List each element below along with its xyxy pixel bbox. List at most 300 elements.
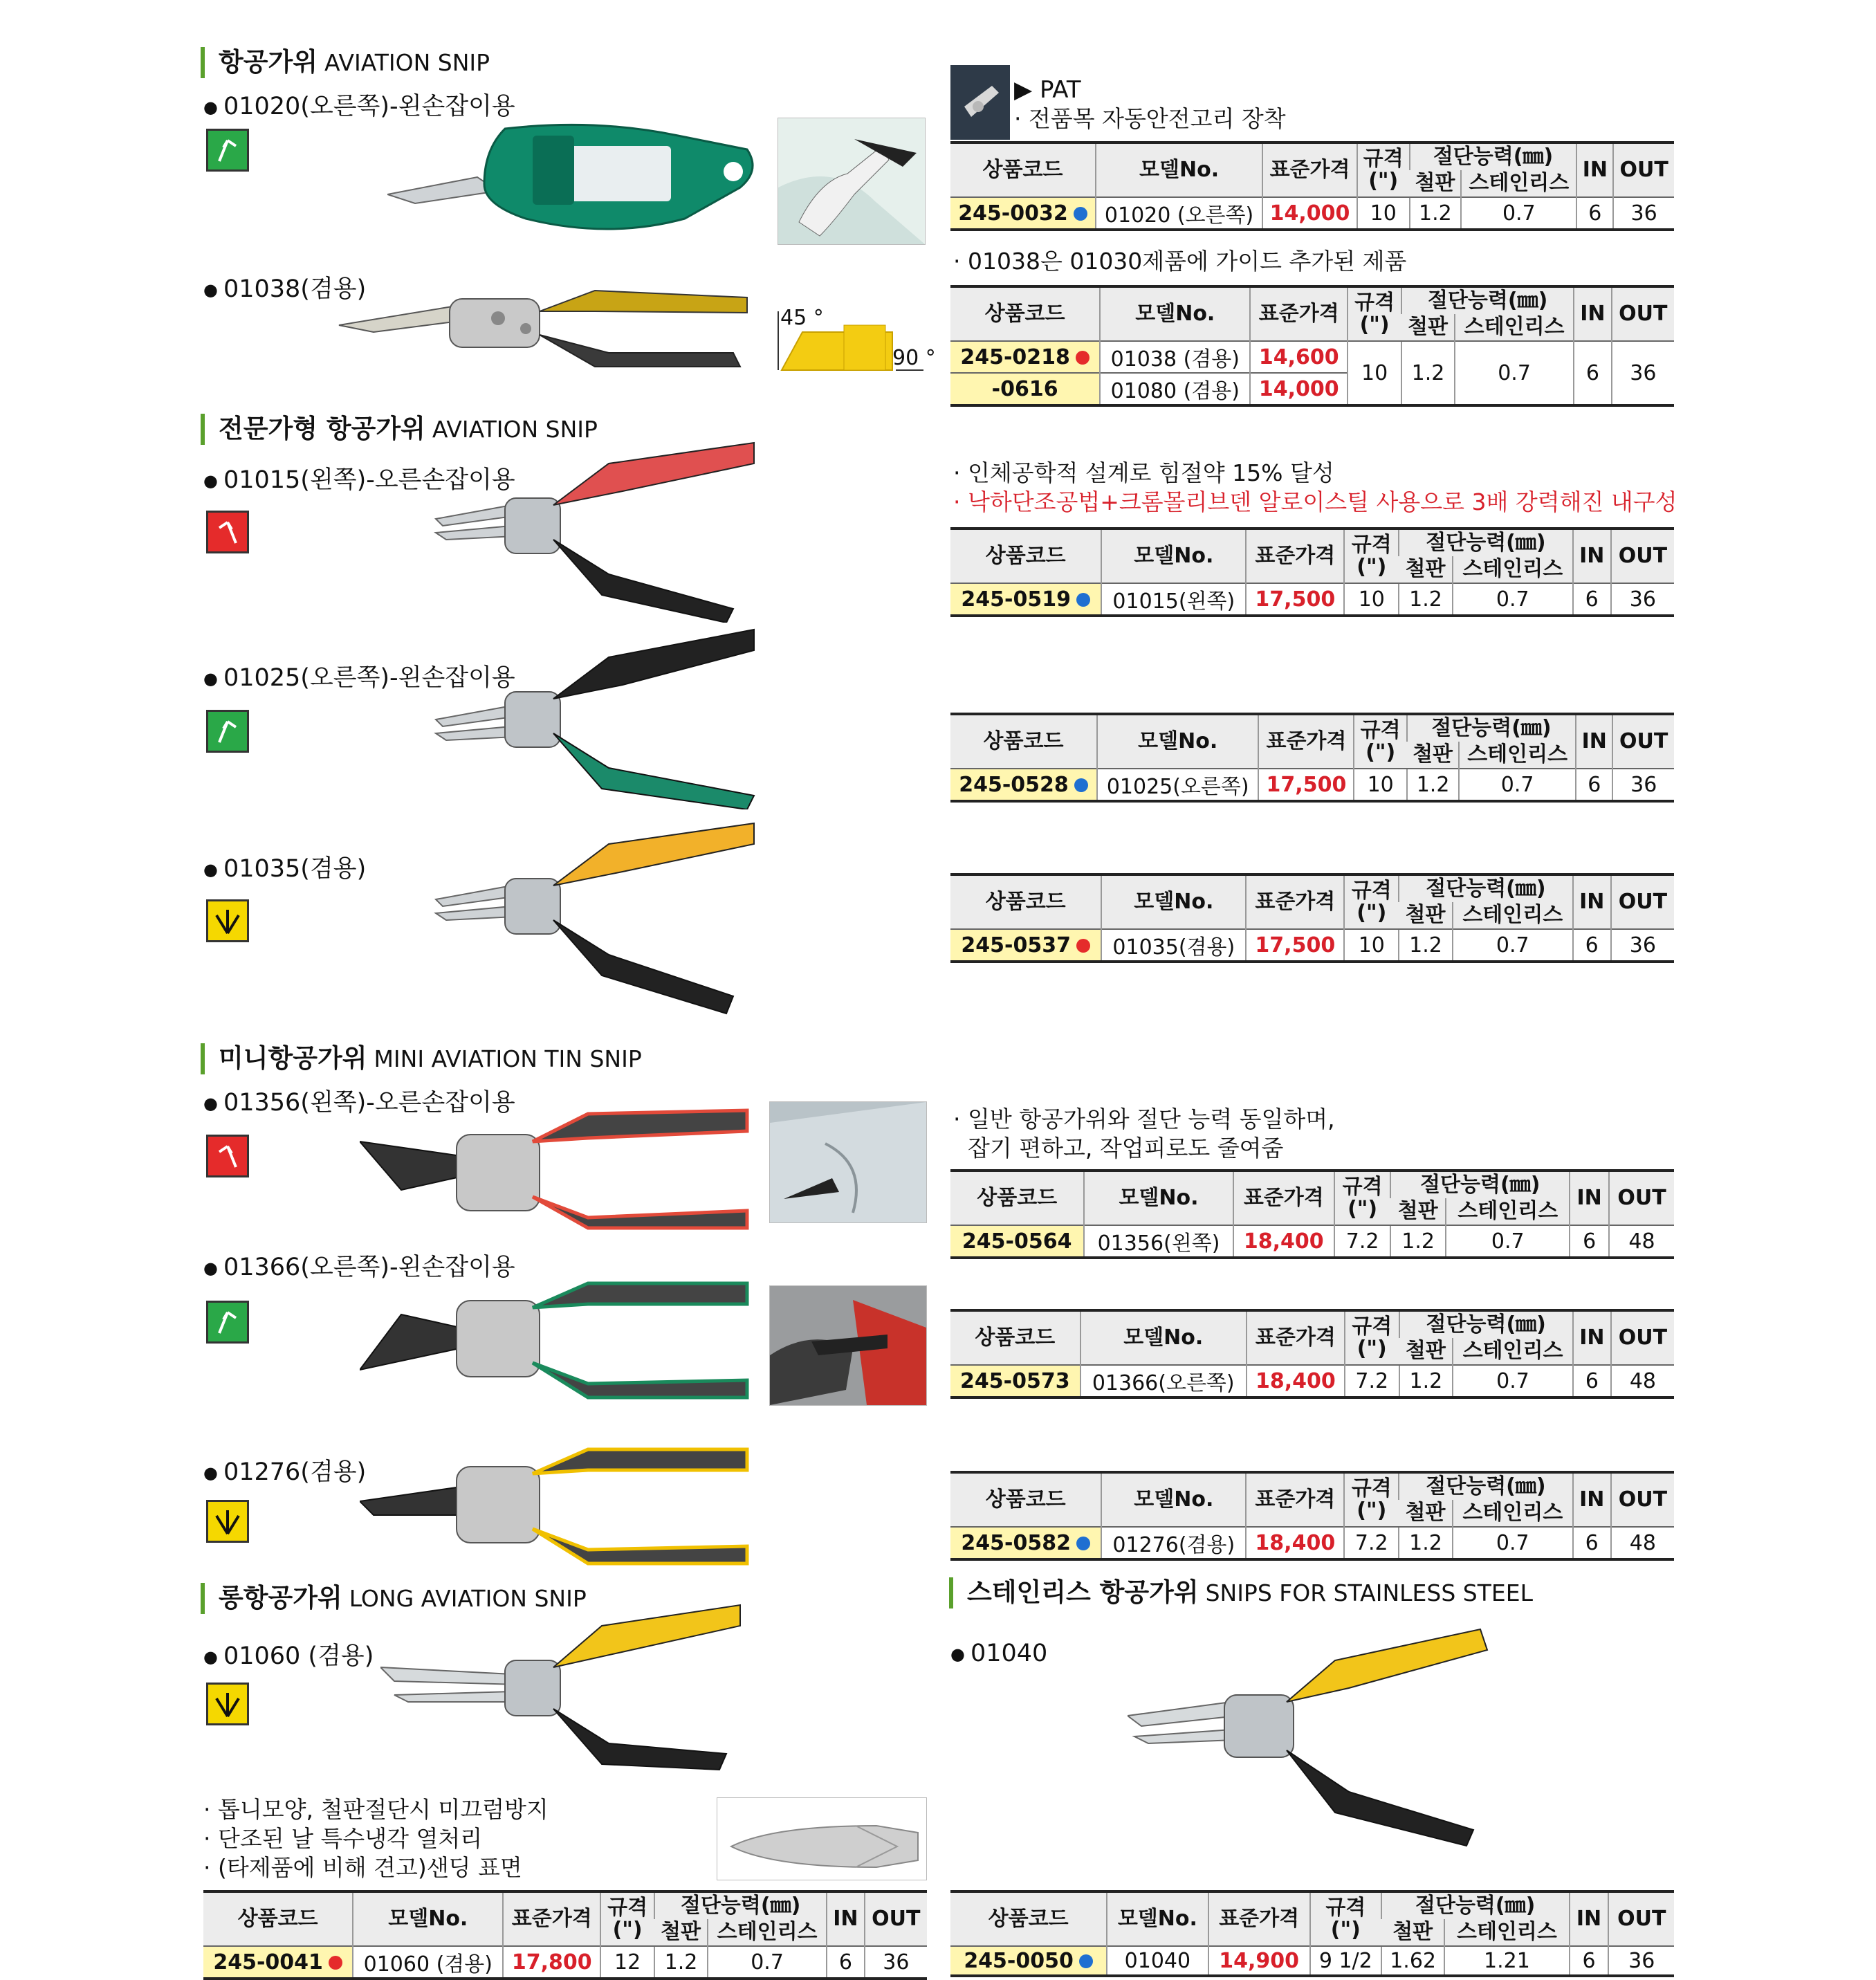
pat-description: · 전품목 자동안전고리 장착: [1014, 105, 1286, 132]
cell-code: [203, 1946, 353, 1979]
section-title-en: MINI AVIATION TIN SNIP: [374, 1045, 642, 1072]
cell-steel: 1.2: [654, 1946, 708, 1979]
cell-in: 6: [827, 1946, 864, 1979]
table-header-row: [950, 286, 1674, 314]
cell-model: 01035(겸용): [1101, 929, 1246, 962]
straight-cut-badge: [206, 1500, 249, 1543]
cell-in: 6: [1576, 769, 1612, 801]
cell-steel: 1.62: [1381, 1946, 1445, 1976]
header-size-unit: ("): [1357, 901, 1387, 925]
stock-dot-icon: [1079, 1954, 1093, 1968]
header-code: 상품코드: [950, 1891, 1107, 1946]
cell-model: 01080 (겸용): [1100, 373, 1250, 405]
header-steel: 철판: [1399, 1338, 1453, 1365]
item-label-01025: ● 01025(오른쪽)-왼손잡이용: [203, 659, 515, 693]
arrow-split-icon: [212, 906, 243, 936]
cell-out: 48: [1609, 1225, 1674, 1258]
cell-model: 01276(겸용): [1101, 1527, 1246, 1559]
cell-code: [950, 341, 1100, 373]
header-model: 모델No.: [1096, 143, 1262, 197]
cell-steel: 1.2: [1399, 929, 1453, 962]
straight-cut-badge: [206, 899, 249, 942]
code-text: 245-0519: [961, 587, 1071, 612]
header-model: 모델No.: [353, 1891, 503, 1946]
header-code: 상품코드: [950, 286, 1100, 341]
note-mini-2: 잡기 편하고, 작업피로도 줄여줌: [953, 1135, 1284, 1162]
section-title-ko: 전문가형 항공가위: [219, 414, 425, 443]
snip-01356-image: [360, 1100, 761, 1231]
header-size-text: 규격: [1342, 1175, 1383, 1199]
cell-in: 6: [1570, 1225, 1609, 1258]
safety-latch-icon: [950, 65, 1010, 140]
header-cut: 절단능력(㎜): [654, 1891, 827, 1919]
header-in: IN: [1570, 1891, 1609, 1946]
table-header-row: [950, 143, 1674, 170]
header-code: 상품코드: [203, 1891, 353, 1946]
header-out: OUT: [865, 1891, 927, 1946]
snip-01040-image: [1128, 1619, 1494, 1847]
spec-table-0032: [950, 141, 1674, 231]
header-cut: 절단능력(㎜): [1399, 529, 1573, 556]
cell-stainless: 1.21: [1444, 1946, 1569, 1976]
cell-out: 36: [1613, 197, 1674, 230]
table-row: [950, 1527, 1674, 1559]
header-price: 표준가격: [1246, 1472, 1344, 1527]
cell-out: 48: [1611, 1365, 1674, 1397]
header-code: 상품코드: [950, 143, 1096, 197]
header-size: [600, 1891, 654, 1946]
table-row: [203, 1946, 927, 1979]
item-label-01366: ● 01366(오른쪽)-왼손잡이용: [203, 1248, 515, 1283]
header-cut: 절단능력(㎜): [1381, 1891, 1570, 1919]
header-size: [1310, 1891, 1381, 1946]
table-header-row: [950, 1310, 1674, 1338]
snip-01038-image: [332, 263, 761, 374]
header-size-unit: ("): [1359, 313, 1390, 337]
header-model: 모델No.: [1101, 874, 1246, 929]
cell-stainless: 0.7: [1446, 1225, 1570, 1258]
header-in: IN: [1573, 874, 1611, 929]
header-size-text: 규격: [1363, 147, 1404, 171]
cell-price: 14,600: [1250, 341, 1348, 373]
header-stainless: 스테인리스: [1453, 902, 1573, 929]
header-size: [1357, 143, 1410, 197]
cell-code: [950, 769, 1097, 801]
cell-model: 01356(왼쪽): [1084, 1225, 1233, 1258]
cell-out: 36: [865, 1946, 927, 1979]
note-durability: · 낙하단조공법+크롬몰리브덴 알로이스틸 사용으로 3배 강력해진 내구성: [953, 488, 1677, 515]
cell-code: [950, 1946, 1107, 1976]
header-price: 표준가격: [1250, 286, 1348, 341]
usage-photo-glove-cutting: [769, 1285, 927, 1406]
header-stainless: 스테인리스: [708, 1919, 827, 1946]
header-size-text: 규격: [1351, 879, 1392, 903]
item-label-01060: ● 01060 (겸용): [203, 1637, 374, 1671]
cell-price: 17,500: [1246, 583, 1344, 616]
arrow-up-right-icon: [212, 716, 243, 746]
header-size-text: 규격: [1354, 291, 1395, 315]
header-stainless: 스테인리스: [1459, 742, 1576, 769]
header-cut: 절단능력(㎜): [1390, 1171, 1570, 1198]
cell-model: 01040: [1107, 1946, 1208, 1976]
cell-in: 6: [1573, 583, 1611, 616]
item-label-01035: ● 01035(겸용): [203, 850, 366, 884]
pat-label: ▶ PAT: [1014, 76, 1081, 104]
snip-01025-image: [429, 623, 761, 809]
cell-in: 6: [1573, 1527, 1611, 1559]
angle-90-label: 90 °: [892, 346, 936, 370]
arrow-up-left-icon: [212, 1141, 243, 1171]
code-text: 245-0528: [959, 772, 1069, 797]
section-title-ko: 롱항공가위: [219, 1583, 342, 1613]
item-label-01356: ● 01356(왼쪽)-오른손잡이용: [203, 1083, 515, 1118]
left-cut-badge: [206, 1135, 249, 1177]
cell-out: 48: [1611, 1527, 1674, 1559]
spec-table-0564: [950, 1169, 1674, 1259]
header-stainless: 스테인리스: [1453, 1338, 1573, 1365]
cell-out: 36: [1612, 341, 1674, 405]
cell-price: 18,400: [1233, 1225, 1334, 1258]
arrow-up-left-icon: [212, 517, 243, 547]
item-label-01015: ● 01015(왼쪽)-오른손잡이용: [203, 461, 515, 495]
table-row: [950, 583, 1674, 616]
header-code: 상품코드: [950, 1310, 1080, 1365]
header-out: OUT: [1611, 1472, 1674, 1527]
spec-table-0519: [950, 527, 1674, 617]
cell-code: 245-0573: [950, 1365, 1080, 1397]
header-steel: 철판: [1390, 1198, 1446, 1225]
table-row: [950, 929, 1674, 962]
section-title-en: AVIATION SNIP: [432, 416, 598, 443]
item-label-01038: ● 01038(겸용): [203, 270, 366, 304]
snip-01060-image: [380, 1598, 747, 1771]
header-price: 표준가격: [1246, 874, 1344, 929]
header-steel: 철판: [654, 1919, 708, 1946]
header-out: OUT: [1611, 1310, 1674, 1365]
cell-code: [950, 197, 1096, 230]
cell-steel: 1.2: [1407, 769, 1459, 801]
header-price: 표준가격: [1208, 1891, 1310, 1946]
cell-in: 6: [1573, 1365, 1611, 1397]
header-size-unit: ("): [1348, 1197, 1378, 1221]
cell-size: 7.2: [1334, 1225, 1390, 1258]
cell-stainless: 0.7: [1453, 929, 1573, 962]
note-long-2: · 단조된 날 특수냉각 열처리: [203, 1825, 483, 1852]
usage-photo-hand-cutting: [778, 118, 926, 245]
straight-cut-badge: [206, 1683, 249, 1725]
spec-table-0537: [950, 873, 1674, 963]
cell-price: 14,900: [1208, 1946, 1310, 1976]
header-price: 표준가격: [1246, 529, 1344, 583]
table-header-row: [950, 1891, 1674, 1919]
header-in: IN: [1576, 143, 1613, 197]
header-stainless: 스테인리스: [1444, 1919, 1569, 1946]
cell-out: 36: [1612, 769, 1674, 801]
header-size-text: 규격: [1351, 533, 1392, 557]
arrow-up-right-icon: [212, 1307, 243, 1337]
header-in: IN: [1573, 1472, 1611, 1527]
cell-size: 9 1/2: [1310, 1946, 1381, 1976]
cell-stainless: 0.7: [1453, 1527, 1573, 1559]
spec-table-0218: [950, 285, 1674, 407]
header-steel: 철판: [1381, 1919, 1445, 1946]
header-stainless: 스테인리스: [1453, 556, 1573, 583]
header-price: 표준가격: [503, 1891, 600, 1946]
item-label-01040: ● 01040: [950, 1640, 1047, 1667]
header-code: 상품코드: [950, 1472, 1101, 1527]
table-row: [950, 1946, 1674, 1976]
header-model: 모델No.: [1080, 1310, 1247, 1365]
cell-steel: 1.2: [1401, 341, 1455, 405]
header-code: 상품코드: [950, 529, 1101, 583]
table-header-row: [950, 714, 1674, 742]
cell-stainless: 0.7: [1461, 197, 1576, 230]
cell-size: 10: [1354, 769, 1406, 801]
cell-in: 6: [1573, 929, 1611, 962]
table-row: [950, 197, 1674, 230]
header-size-text: 규격: [1360, 718, 1401, 742]
header-steel: 철판: [1399, 1500, 1453, 1527]
cell-price: 14,000: [1262, 197, 1357, 230]
header-stainless: 스테인리스: [1455, 314, 1574, 341]
cell-size: 10: [1357, 197, 1410, 230]
header-size: [1348, 286, 1401, 341]
cell-code: 245-0564: [950, 1225, 1084, 1258]
header-size: [1345, 1310, 1399, 1365]
section-title-en: AVIATION SNIP: [324, 49, 490, 76]
code-text: 245-0582: [961, 1530, 1071, 1555]
header-code: 상품코드: [950, 874, 1101, 929]
header-in: IN: [1570, 1171, 1609, 1225]
spec-table-0050: [950, 1890, 1674, 1977]
spec-table-0528: [950, 713, 1674, 803]
header-in: IN: [1573, 529, 1611, 583]
section-title-en: LONG AVIATION SNIP: [349, 1585, 587, 1612]
cell-size: 7.2: [1345, 1365, 1399, 1397]
cell-code: [950, 929, 1101, 962]
header-size-text: 규격: [607, 1896, 648, 1920]
cell-out: 36: [1611, 583, 1674, 616]
header-size: [1334, 1171, 1390, 1225]
cell-stainless: 0.7: [708, 1946, 827, 1979]
header-cut: 절단능력(㎜): [1399, 1472, 1573, 1500]
note-01038: · 01038은 01030제품에 가이드 추가된 제품: [953, 248, 1407, 275]
cell-price: 17,500: [1258, 769, 1354, 801]
cell-stainless: 0.7: [1459, 769, 1576, 801]
cell-steel: 1.2: [1410, 197, 1462, 230]
snip-01020-image: [387, 122, 761, 239]
code-text: 245-0041: [213, 1950, 323, 1974]
header-price: 표준가격: [1247, 1310, 1345, 1365]
snip-01366-image: [360, 1273, 761, 1404]
cell-model: 01366(오른쪽): [1080, 1365, 1247, 1397]
header-code: 상품코드: [950, 714, 1097, 769]
code-text: 245-0050: [964, 1948, 1074, 1973]
code-text: 245-0218: [960, 345, 1070, 369]
stock-dot-icon: [1074, 778, 1088, 792]
cell-code: [950, 1527, 1101, 1559]
header-price: 표준가격: [1233, 1171, 1334, 1225]
cell-model: 01038 (겸용): [1100, 341, 1250, 373]
cell-price: 18,400: [1246, 1527, 1344, 1559]
cell-size: 12: [600, 1946, 654, 1979]
cell-model: 01025(오른쪽): [1097, 769, 1258, 801]
header-out: OUT: [1611, 529, 1674, 583]
section-title-ko: 스테인리스 항공가위: [967, 1577, 1199, 1607]
section-title-aviation-snip: [201, 47, 490, 78]
header-cut: 절단능력(㎜): [1410, 143, 1577, 170]
header-stainless: 스테인리스: [1453, 1500, 1573, 1527]
note-ergonomic: · 인체공학적 설계로 힘절약 15% 달성: [953, 459, 1334, 486]
arrow-up-right-icon: [212, 135, 243, 165]
cell-model: 01060 (겸용): [353, 1946, 503, 1979]
header-steel: 철판: [1399, 902, 1453, 929]
header-steel: 철판: [1407, 742, 1459, 769]
header-stainless: 스테인리스: [1446, 1198, 1570, 1225]
header-in: IN: [1574, 286, 1611, 341]
cell-size: 10: [1344, 929, 1399, 962]
cell-out: 36: [1608, 1946, 1674, 1976]
stock-dot-icon: [1076, 593, 1090, 607]
header-size-unit: ("): [1330, 1918, 1361, 1942]
cell-price: 18,400: [1247, 1365, 1345, 1397]
header-size-unit: ("): [1357, 1337, 1387, 1361]
stock-dot-icon: [1076, 351, 1089, 365]
code-text: 245-0537: [961, 933, 1071, 957]
header-steel: 철판: [1410, 170, 1462, 197]
spec-table-0041: [203, 1890, 927, 1980]
section-title-ko: 미니항공가위: [219, 1043, 367, 1073]
section-title-en: SNIPS FOR STAINLESS STEEL: [1205, 1579, 1533, 1606]
cell-stainless: 0.7: [1455, 341, 1574, 405]
header-model: 모델No.: [1097, 714, 1258, 769]
right-cut-badge: [206, 710, 249, 753]
table-row: [950, 1225, 1674, 1258]
table-row: [950, 1365, 1674, 1397]
header-size-text: 규격: [1352, 1314, 1392, 1339]
header-size: [1344, 1472, 1399, 1527]
left-cut-badge: [206, 511, 249, 553]
snip-01276-image: [360, 1439, 761, 1570]
header-in: IN: [1573, 1310, 1611, 1365]
header-out: OUT: [1608, 1891, 1674, 1946]
cell-price: 17,800: [503, 1946, 600, 1979]
spec-table-0573: [950, 1309, 1674, 1399]
cell-code: -0616: [950, 373, 1100, 405]
note-long-1: · 톱니모양, 철판절단시 미끄럼방지: [203, 1796, 549, 1823]
arrow-split-icon: [212, 1689, 243, 1719]
section-title-mini-aviation-snip: [201, 1043, 642, 1074]
cell-out: 36: [1611, 929, 1674, 962]
header-size-text: 규격: [1351, 1476, 1392, 1501]
table-header-row: [950, 1171, 1674, 1198]
usage-photo-sheet-metal: [769, 1101, 927, 1223]
item-label-01276: ● 01276(겸용): [203, 1453, 366, 1487]
note-long-3: · (타제품에 비해 견고)샌딩 표면: [203, 1854, 522, 1881]
snip-01015-image: [429, 436, 761, 623]
header-cut: 절단능력(㎜): [1407, 714, 1576, 742]
cell-price: 17,500: [1246, 929, 1344, 962]
table-header-row: [950, 1472, 1674, 1500]
table-header-row: [203, 1891, 927, 1919]
cell-in: 6: [1570, 1946, 1609, 1976]
header-model: 모델No.: [1101, 1472, 1246, 1527]
table-row: [950, 769, 1674, 801]
header-size: [1354, 714, 1406, 769]
note-mini-1: · 일반 항공가위와 절단 능력 동일하며,: [953, 1106, 1335, 1133]
header-in: IN: [1576, 714, 1612, 769]
header-in: IN: [827, 1891, 864, 1946]
cell-steel: 1.2: [1399, 1365, 1453, 1397]
cell-model: 01020 (오른쪽): [1096, 197, 1262, 230]
header-steel: 철판: [1399, 556, 1453, 583]
header-price: 표준가격: [1262, 143, 1357, 197]
header-model: 모델No.: [1084, 1171, 1233, 1225]
header-cut: 절단능력(㎜): [1401, 286, 1574, 314]
right-cut-badge: [206, 1301, 249, 1344]
angle-45-label: 45 °: [780, 306, 824, 330]
cell-code: [950, 583, 1101, 616]
stock-dot-icon: [1076, 1537, 1090, 1550]
code-text: 245-0032: [958, 201, 1068, 226]
header-out: OUT: [1612, 714, 1674, 769]
header-out: OUT: [1609, 1171, 1674, 1225]
header-cut: 절단능력(㎜): [1399, 874, 1573, 902]
cell-steel: 1.2: [1390, 1225, 1446, 1258]
header-code: 상품코드: [950, 1171, 1084, 1225]
header-out: OUT: [1613, 143, 1674, 197]
header-model: 모델No.: [1100, 286, 1250, 341]
table-header-row: [950, 874, 1674, 902]
right-cut-badge: [206, 129, 249, 172]
stock-dot-icon: [329, 1956, 342, 1970]
header-size-unit: ("): [1357, 555, 1387, 579]
cell-in: 6: [1574, 341, 1611, 405]
header-size-text: 규격: [1325, 1896, 1366, 1920]
header-size: [1344, 529, 1399, 583]
header-model: 모델No.: [1107, 1891, 1208, 1946]
cell-steel: 1.2: [1399, 583, 1453, 616]
header-out: OUT: [1612, 286, 1674, 341]
header-stainless: 스테인리스: [1461, 170, 1576, 197]
header-out: OUT: [1611, 874, 1674, 929]
blade-closeup-photo: [717, 1797, 927, 1880]
cell-size: 7.2: [1344, 1527, 1399, 1559]
header-steel: 철판: [1401, 314, 1455, 341]
cell-size: 10: [1348, 341, 1401, 405]
item-label-01020: ● 01020(오른쪽)-왼손잡이용: [203, 87, 515, 122]
cell-price: 14,000: [1250, 373, 1348, 405]
header-size-unit: ("): [612, 1918, 643, 1942]
stock-dot-icon: [1074, 207, 1087, 221]
header-cut: 절단능력(㎜): [1399, 1310, 1573, 1338]
cell-size: 10: [1344, 583, 1399, 616]
cell-model: 01015(왼쪽): [1101, 583, 1246, 616]
header-size-unit: ("): [1365, 740, 1396, 764]
header-price: 표준가격: [1258, 714, 1354, 769]
cell-in: 6: [1576, 197, 1613, 230]
stock-dot-icon: [1076, 939, 1090, 953]
header-size: [1344, 874, 1399, 929]
header-size-unit: ("): [1357, 1498, 1387, 1523]
section-title-ko: 항공가위: [219, 47, 318, 77]
cell-stainless: 0.7: [1453, 1365, 1573, 1397]
header-size-unit: ("): [1368, 169, 1399, 193]
table-row: [950, 341, 1674, 373]
spec-table-0582: [950, 1471, 1674, 1561]
section-title-stainless-snip: [949, 1577, 1533, 1608]
cell-stainless: 0.7: [1453, 583, 1573, 616]
